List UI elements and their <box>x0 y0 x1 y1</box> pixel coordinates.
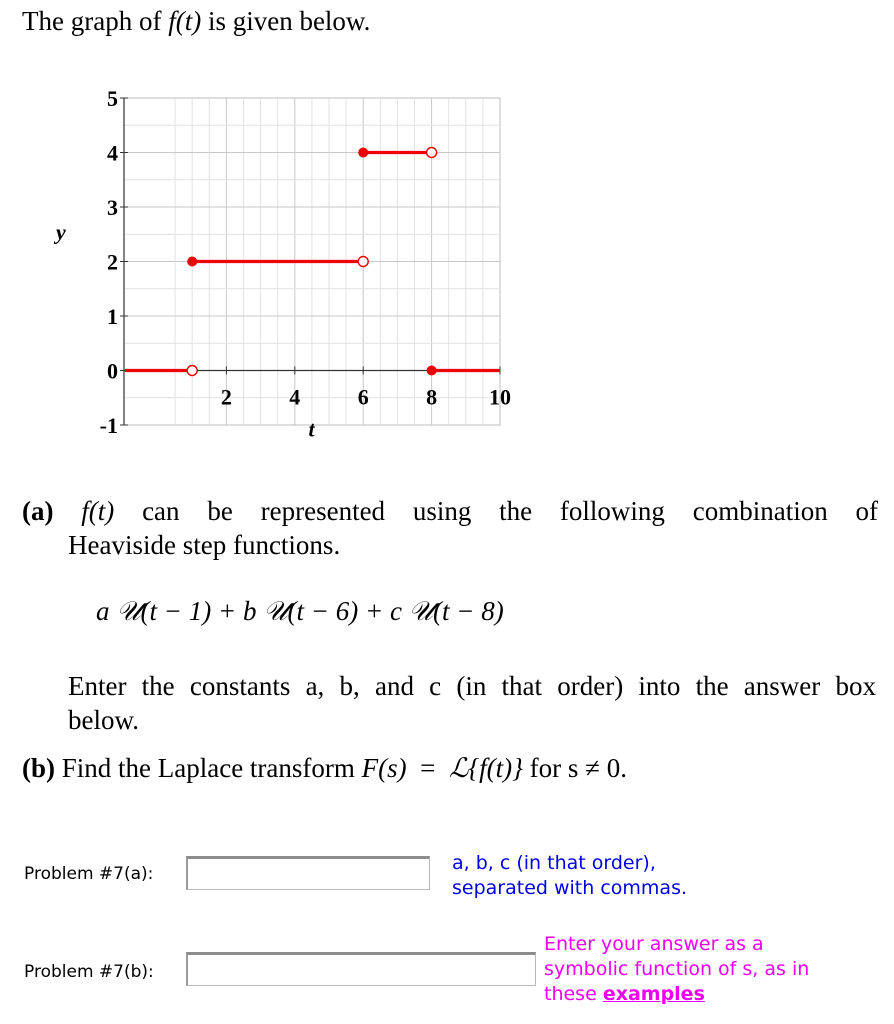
part-b-label: (b) <box>22 753 55 783</box>
problem-7b-input[interactable] <box>186 952 536 986</box>
hint-a-line1: a, b, c (in that order), <box>452 852 656 874</box>
x-tick-label: 6 <box>357 384 369 410</box>
problem-7a-hint <box>452 851 687 901</box>
open-endpoint <box>187 366 197 376</box>
part-a-line1 <box>22 494 878 528</box>
part-a-line2: Heaviside step functions. <box>68 530 341 560</box>
part-a-instruction-line1: Enter the constants a, b, and c (in that order) into the answer box <box>68 671 876 701</box>
part-a-instruction-line2: below. <box>68 705 139 735</box>
hint-b-line1: Enter your answer as a <box>544 933 764 955</box>
part-a-text: can be represented using the following combination of <box>142 496 878 526</box>
x-axis-label: t <box>308 416 315 442</box>
problem-7b-label: Problem #7(b): <box>24 962 154 982</box>
x-tick-label: 2 <box>220 384 232 410</box>
x-tick-label: 10 <box>489 384 511 410</box>
closed-endpoint <box>427 366 437 376</box>
page-title <box>22 6 370 37</box>
part-a-label: (a) <box>22 496 54 526</box>
y-axis-label: y <box>56 219 66 245</box>
title-suffix: is given below. <box>201 6 371 36</box>
problem-7b-hint <box>544 932 809 1007</box>
problem-7a-label: Problem #7(a): <box>24 864 154 884</box>
open-endpoint <box>427 148 437 158</box>
y-tick-label: 5 <box>107 86 118 111</box>
y-tick-label: 0 <box>107 358 118 384</box>
hint-b-line2: symbolic function of s, as in <box>544 958 810 980</box>
part-b-laplace: ℒ{f(t)} <box>448 753 523 783</box>
hint-b-line3: these examples <box>544 983 705 1005</box>
part-b-condition: for s ≠ 0. <box>522 753 627 783</box>
problem-7a-input[interactable] <box>186 856 430 890</box>
closed-endpoint <box>187 257 197 267</box>
title-arg: (t) <box>175 6 202 36</box>
title-func: f <box>168 6 176 36</box>
x-tick-label: 4 <box>289 384 301 410</box>
title-prefix: The graph of <box>22 6 169 36</box>
part-a-func: f(t) <box>81 496 115 526</box>
part-b-equals: = <box>420 753 436 783</box>
y-tick-label: 4 <box>107 140 118 166</box>
y-tick-label: 1 <box>107 304 118 329</box>
y-tick-label: 2 <box>107 249 118 275</box>
closed-endpoint <box>358 148 368 158</box>
y-tick-label: -1 <box>99 413 118 438</box>
y-tick-labels <box>100 86 118 438</box>
heaviside-formula: a 𝒰(t − 1) + b 𝒰(t − 6) + c 𝒰(t − 8) <box>96 596 504 626</box>
x-tick-labels <box>221 385 511 410</box>
part-b-text: Find the Laplace transform <box>61 753 362 783</box>
y-tick-label: 3 <box>107 195 118 220</box>
part-b-line <box>22 751 627 785</box>
hint-a-line2: separated with commas. <box>452 877 688 899</box>
step-function-graph <box>0 80 540 450</box>
examples-link[interactable]: examples <box>602 983 705 1005</box>
part-b-Fs: F(s) <box>361 753 407 783</box>
open-endpoint <box>358 257 368 267</box>
x-tick-label: 8 <box>426 384 438 410</box>
